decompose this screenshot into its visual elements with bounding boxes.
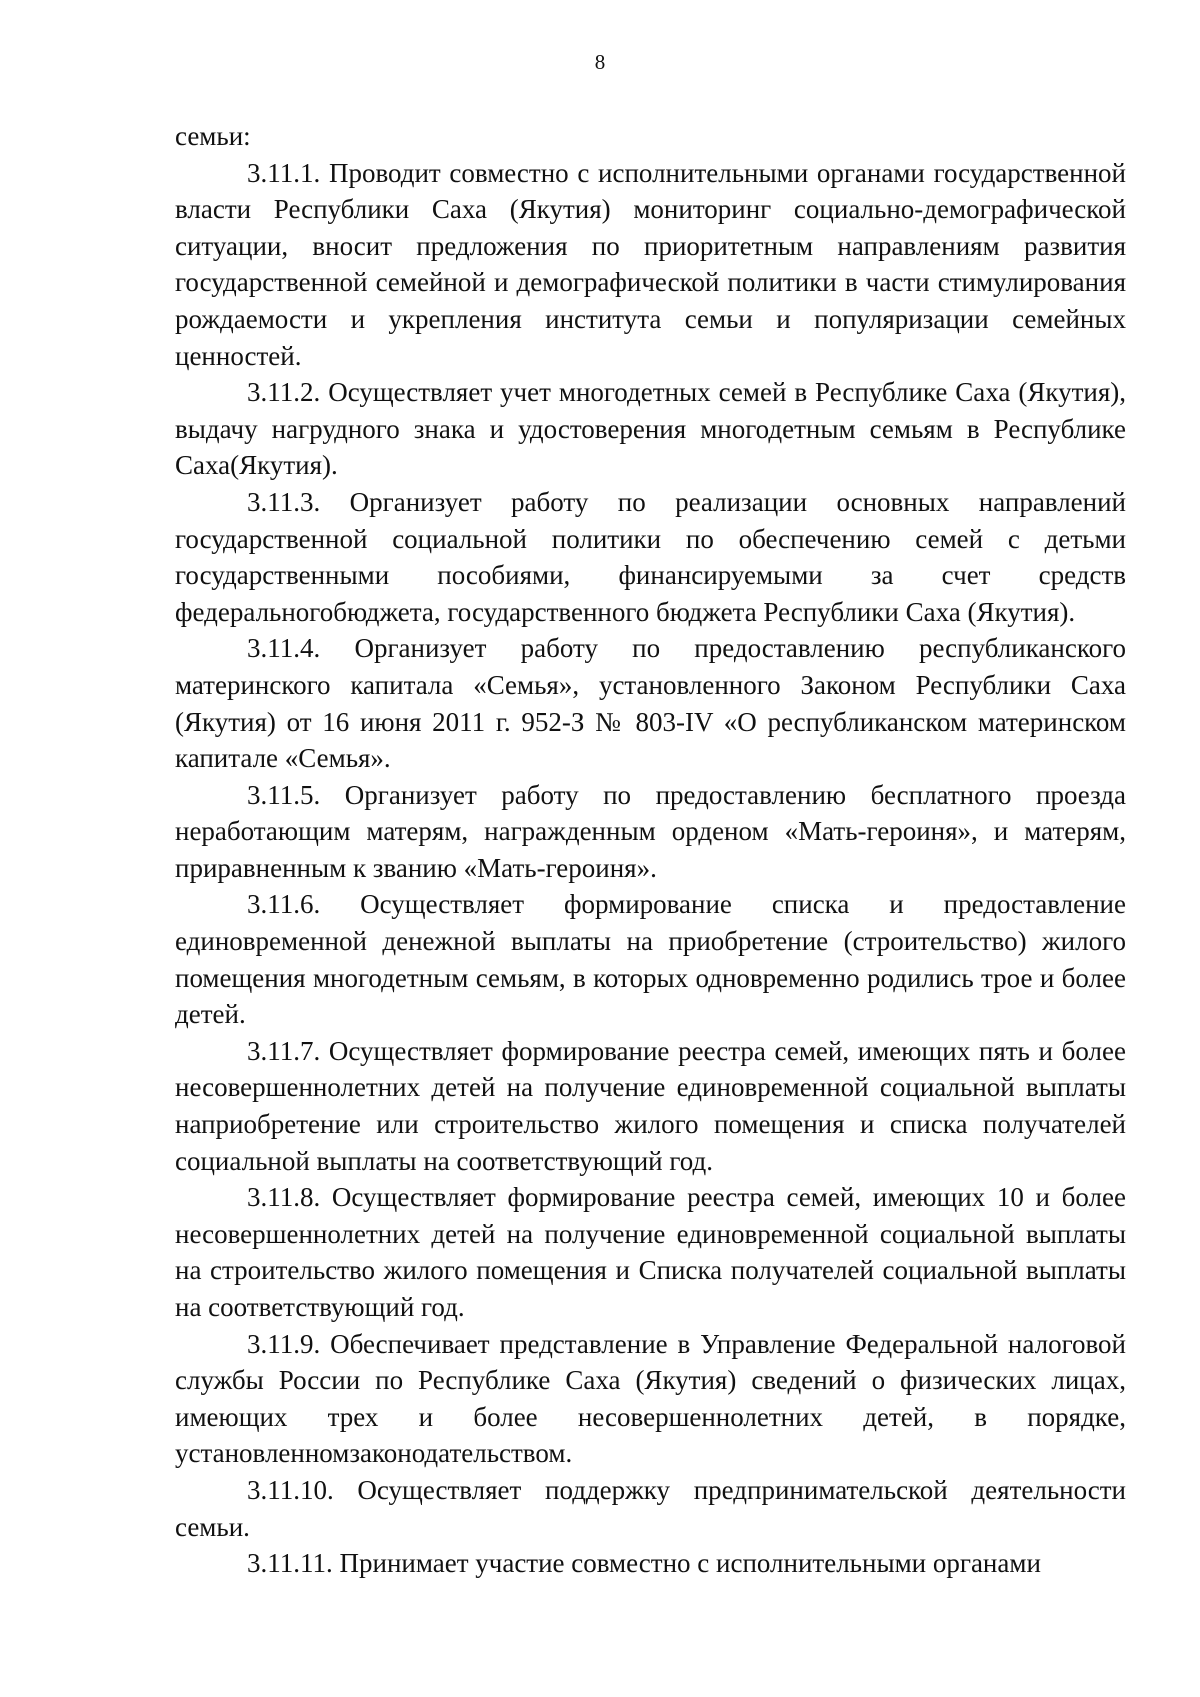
paragraph-3-11-2: 3.11.2. Осуществляет учет многодетных семей в Республике Саха (Якутия), выдачу нагрудного знака и удостоверения многодетным семьям в Республике Саха(Якутия). [175,377,1126,481]
paragraph-3-11-10: 3.11.10. Осуществляет поддержку предпринимательской деятельности семьи. [175,1474,1126,1542]
paragraph-3-11-5: 3.11.5. Организует работу по предоставлению бесплатного проезда неработающим матерям, награжденным орденом «Мать-героиня», и матерям, приравненным к званию «Мать-героиня». [175,779,1126,883]
paragraph-3-11-6: 3.11.6. Осуществляет формирование списка и предоставление единовременной денежной выплаты на приобретение (строительство) жилого помещения многодетным семьям, в которых одновременно родились трое и более детей. [175,889,1126,1030]
paragraph-3-11-7: 3.11.7. Осуществляет формирование реестра семей, имеющих пять и более несовершеннолетних детей на получение единовременной социальной выплаты наприобретение или строительство жилого помещения и списка получателей социальной выплаты на соответствующий год. [175,1035,1126,1176]
paragraph-3-11-1: 3.11.1. Проводит совместно с исполнительными органами государственной власти Республики Саха (Якутия) мониторинг социально-демографической ситуации, вносит предложения по приоритетным направлениям развития государственной семейной и демографической политики в части стимулирования рождаемости и укрепления института семьи и популяризации семейных ценностей. [175,157,1126,371]
paragraph-3-11-8: 3.11.8. Осуществляет формирование реестра семей, имеющих 10 и более несовершеннолетних детей на получение единовременной социальной выплаты на строительство жилого помещения и Списка получателей социальной выплаты на соответствующий год. [175,1182,1126,1322]
document-body [175,118,1126,1582]
paragraph-3-11-11: 3.11.11. Принимает участие совместно с исполнительными органами [247,1548,1041,1579]
paragraph-3-11-3: 3.11.3. Организует работу по реализации основных направлений государственной социальной политики по обеспечению семей с детьми государственными пособиями, финансируемыми за счет средств федеральногобюджета, государственного бюджета Республики Саха (Якутия). [175,486,1126,627]
page-number: 8 [594,50,606,74]
paragraph-3-11-9: 3.11.9. Обеспечивает представление в Управление Федеральной налоговой службы России по Республике Саха (Якутия) сведений о физических лицах, имеющих трех и более несовершеннолетних детей, в порядке, установленномзаконодательством. [175,1328,1126,1469]
paragraph-3-11-4: 3.11.4. Организует работу по предоставлению республиканского материнского капитала «Семья», установленного Законом Республики Саха (Якутия) от 16 июня 2011 г. 952-З № 803-IV «О республиканском материнском капитале «Семья». [175,633,1126,774]
paragraph-continuation: семьи: [175,121,251,151]
